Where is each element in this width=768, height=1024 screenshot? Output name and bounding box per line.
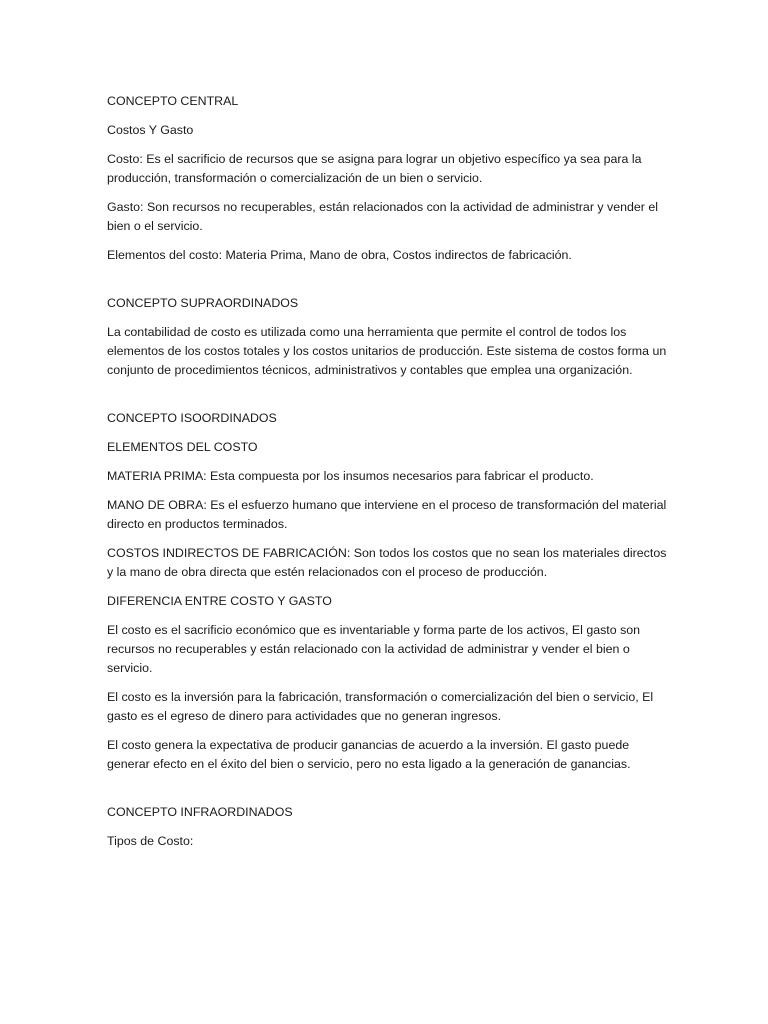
paragraph-costos-indirectos: COSTOS INDIRECTOS DE FABRICACIÓN: Son todos los costos que no sean los materiales directos y la mano de obra directa que estén relacionados con el proceso de producción. bbox=[107, 546, 667, 579]
paragraph-gasto-definition: Gasto: Son recursos no recuperables, están relacionados con la actividad de administrar y vender el bien o el servicio. bbox=[107, 200, 658, 233]
section-subheading-diferencia: DIFERENCIA ENTRE COSTO Y GASTO bbox=[107, 594, 332, 608]
paragraph-diferencia-2: El costo es la inversión para la fabricación, transformación o comercialización del bien o servicio, El gasto es el egreso de dinero para actividades que no generan ingresos. bbox=[107, 690, 654, 723]
spacer bbox=[107, 275, 667, 294]
section-heading-supraordinados: CONCEPTO SUPRAORDINADOS bbox=[107, 296, 299, 310]
paragraph-diferencia-1: El costo es el sacrificio económico que es inventariable y forma parte de los activos, El gasto son recursos no recuperables y están relacionado con la actividad de administrar y vender el bien o servicio. bbox=[107, 623, 641, 675]
section-heading-isoordinados: CONCEPTO ISOORDINADOS bbox=[107, 411, 277, 425]
spacer bbox=[107, 390, 667, 409]
section-subheading-elementos-del-costo: ELEMENTOS DEL COSTO bbox=[107, 440, 258, 454]
paragraph-contabilidad-de-costo: La contabilidad de costo es utilizada como una herramienta que permite el control de todos los elementos de los costos totales y los costos unitarios de producción. Este sistema de costos forma un conjunto de procedimientos técnicos, administrativos y contables que emplea una organización. bbox=[107, 325, 667, 377]
section-heading-central: CONCEPTO CENTRAL bbox=[107, 94, 239, 108]
paragraph-materia-prima: MATERIA PRIMA: Esta compuesta por los insumos necesarios para fabricar el producto. bbox=[107, 469, 594, 483]
paragraph-elementos-del-costo: Elementos del costo: Materia Prima, Mano de obra, Costos indirectos de fabricación. bbox=[107, 248, 572, 262]
paragraph-mano-de-obra: MANO DE OBRA: Es el esfuerzo humano que interviene en el proceso de transformación del material directo en productos terminados. bbox=[107, 498, 667, 531]
section-subheading-tipos-de-costo: Tipos de Costo: bbox=[107, 834, 194, 848]
paragraph-costo-definition: Costo: Es el sacrificio de recursos que se asigna para lograr un objetivo específico ya sea para la producción, transformación o comercialización de un bien o servicio. bbox=[107, 152, 642, 185]
document-page bbox=[107, 92, 667, 861]
paragraph-diferencia-3: El costo genera la expectativa de producir ganancias de acuerdo a la inversión. El gasto puede generar efecto en el éxito del bien o servicio, pero no esta ligado a la generación de ganancias. bbox=[107, 738, 631, 771]
spacer bbox=[107, 784, 667, 803]
section-subheading-costos-y-gasto: Costos Y Gasto bbox=[107, 123, 194, 137]
section-heading-infraordinados: CONCEPTO INFRAORDINADOS bbox=[107, 805, 293, 819]
